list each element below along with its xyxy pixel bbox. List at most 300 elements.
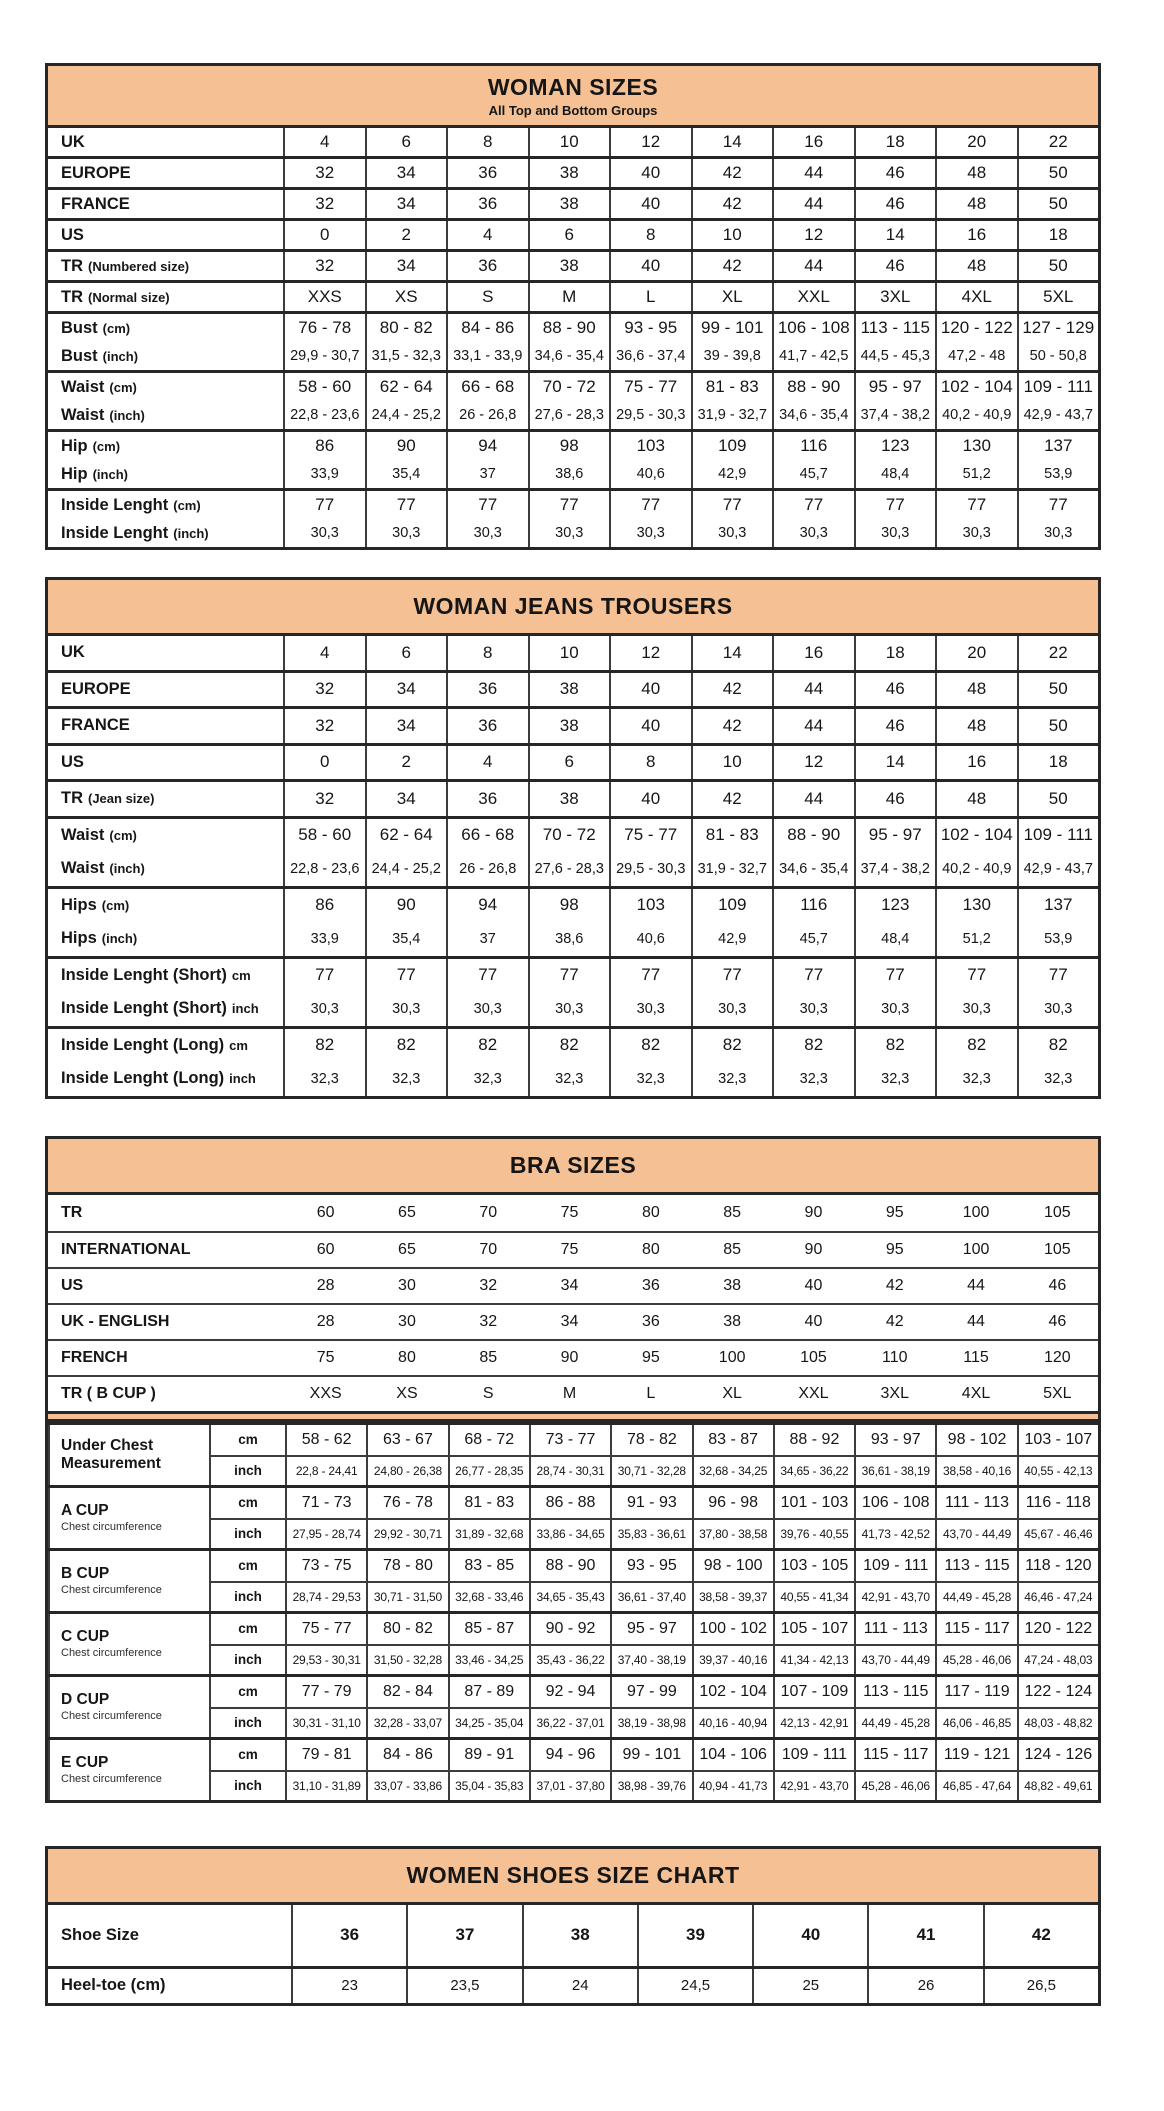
size-cell: 83 - 87 — [692, 1425, 773, 1455]
size-cell: 46,06 - 46,85 — [935, 1707, 1016, 1737]
size-cell: 39 - 39,8 — [691, 342, 773, 370]
size-cell: 34 — [365, 252, 447, 280]
row-label — [48, 401, 283, 429]
size-cell: 38 — [528, 673, 610, 707]
row-label-text: Inside Lenght — [61, 495, 169, 514]
unit-label: inch — [209, 1518, 285, 1548]
size-cell: 46 — [854, 782, 936, 816]
size-cell: 88 - 90 — [529, 1551, 610, 1581]
table-row — [48, 401, 1098, 429]
size-cell: 12 — [609, 636, 691, 670]
size-cell: 124 - 126 — [1017, 1740, 1098, 1770]
row-label-note: (inch) — [101, 931, 138, 947]
size-cell: 6 — [528, 221, 610, 249]
size-cell: 42 — [691, 782, 773, 816]
size-cell: 32 — [283, 709, 365, 743]
size-cell: 127 - 129 — [1017, 314, 1099, 342]
row-label — [48, 1029, 283, 1063]
size-cell: 30,3 — [1017, 992, 1099, 1026]
row-label-text: Bust — [61, 318, 98, 337]
row-group — [48, 1548, 1098, 1611]
size-cell: 115 — [963, 1348, 989, 1366]
row-label — [48, 283, 283, 311]
row-label-text: Waist — [61, 825, 105, 844]
size-cell: 38 — [723, 1312, 742, 1330]
size-cell: 4 — [283, 128, 365, 156]
size-cell: 46 — [854, 709, 936, 743]
size-cell: 77 — [691, 959, 773, 993]
size-cell: 48 — [935, 782, 1017, 816]
row-label-note: (cm) — [101, 897, 130, 913]
size-cell: 38 — [528, 190, 610, 218]
table-row — [48, 819, 1098, 853]
size-cell: 44 — [772, 673, 854, 707]
size-cell: 100 — [962, 1203, 990, 1221]
size-cell: 53,9 — [1017, 460, 1099, 488]
size-cell: 40,55 - 42,13 — [1017, 1455, 1098, 1485]
table-title: WOMEN SHOES SIZE CHART — [406, 1861, 740, 1888]
row-label — [48, 1551, 209, 1611]
size-cell: 82 — [283, 1029, 365, 1063]
size-cell: 41,73 - 42,52 — [854, 1518, 935, 1548]
size-cell: 75 - 77 — [609, 819, 691, 853]
size-cell: 117 - 119 — [935, 1677, 1016, 1707]
size-cell: 50 — [1017, 159, 1099, 187]
row-label-text: EUROPE — [61, 163, 131, 182]
size-cell: 80 — [641, 1240, 660, 1258]
size-cell: 46 — [854, 252, 936, 280]
size-cell: 77 — [365, 491, 447, 519]
size-cell: 44,49 - 45,28 — [854, 1707, 935, 1737]
size-cell: 79 - 81 — [285, 1740, 366, 1770]
row-label: UK - ENGLISH — [61, 1312, 170, 1330]
row-label — [48, 252, 283, 280]
size-cell: 37,01 - 37,80 — [529, 1770, 610, 1800]
size-cell: 42,9 — [691, 922, 773, 956]
size-cell: 20 — [935, 128, 1017, 156]
size-cell: 32,3 — [772, 1062, 854, 1096]
size-cell: 38,58 - 39,37 — [692, 1581, 773, 1611]
size-cell: 130 — [935, 432, 1017, 460]
size-cell: 98 — [528, 432, 610, 460]
size-cell: 102 - 104 — [935, 819, 1017, 853]
table-row — [48, 491, 1098, 519]
size-cell: 30,3 — [283, 992, 365, 1026]
row-group — [48, 956, 1098, 1026]
size-cell: 26,5 — [983, 1969, 1098, 2003]
size-cell: 30,3 — [446, 519, 528, 547]
size-cell: 36 — [446, 159, 528, 187]
size-cell: 62 - 64 — [365, 373, 447, 401]
size-cell: 90 — [560, 1348, 579, 1366]
size-cell: 36 — [446, 782, 528, 816]
table-row — [48, 221, 1098, 249]
size-cell: 40 — [804, 1312, 823, 1330]
row-label-text: US — [61, 752, 84, 771]
row-label-note: (cm) — [109, 827, 137, 843]
size-cell: 76 - 78 — [366, 1488, 447, 1518]
size-cell: 32,3 — [1017, 1062, 1099, 1096]
row-label-text: Inside Lenght (Short) — [61, 965, 227, 984]
size-cell: 34 — [365, 673, 447, 707]
size-cell: 85 - 87 — [448, 1614, 529, 1644]
size-cell: 29,92 - 30,71 — [366, 1518, 447, 1548]
size-cell: 48,82 - 49,61 — [1017, 1770, 1098, 1800]
size-cell: 50 — [1017, 782, 1099, 816]
size-cell: 4XL — [935, 283, 1017, 311]
size-cell: 75 — [560, 1240, 579, 1258]
table-row — [48, 342, 1098, 370]
size-cell: 77 — [528, 959, 610, 993]
size-cell: 41,34 - 42,13 — [773, 1644, 854, 1674]
row-label-text: Inside Lenght — [61, 523, 169, 542]
size-cell: 30,3 — [365, 992, 447, 1026]
size-cell: 97 - 99 — [610, 1677, 691, 1707]
row-label-text: Hips — [61, 895, 97, 914]
size-cell: 77 — [854, 491, 936, 519]
size-cell: 10 — [528, 636, 610, 670]
size-cell: 42 — [691, 709, 773, 743]
table-row — [48, 782, 1098, 816]
size-cell: 37,40 - 38,19 — [610, 1644, 691, 1674]
table-row — [48, 373, 1098, 401]
size-cell: 85 — [723, 1240, 742, 1258]
bra-sizes-table — [45, 1136, 1101, 1803]
size-cell: 34 — [560, 1276, 579, 1294]
size-cell: 22,8 - 23,6 — [283, 401, 365, 429]
size-cell: 88 - 90 — [772, 819, 854, 853]
size-cell: 106 - 108 — [854, 1488, 935, 1518]
size-cell: 101 - 103 — [773, 1488, 854, 1518]
size-cell: 35,43 - 36,22 — [529, 1644, 610, 1674]
size-cell: 39 — [637, 1905, 752, 1966]
size-cell: 26 — [867, 1969, 982, 2003]
size-cell: 77 — [935, 959, 1017, 993]
row-label — [48, 1488, 209, 1548]
bra-sizes-body — [48, 1195, 1098, 1800]
size-cell: 58 - 60 — [283, 819, 365, 853]
size-cell: 98 - 102 — [935, 1425, 1016, 1455]
row-group — [48, 1674, 1098, 1737]
size-cell: 111 - 113 — [854, 1614, 935, 1644]
size-cell: 102 - 104 — [692, 1677, 773, 1707]
row-label: TR — [61, 1203, 83, 1221]
size-cell: 75 — [316, 1348, 335, 1366]
size-cell: 84 - 86 — [446, 314, 528, 342]
size-cell: 90 — [365, 889, 447, 923]
table-row — [48, 889, 1098, 923]
row-label-note: (inch) — [109, 407, 145, 423]
row-label-text: UK — [61, 643, 85, 662]
row-group — [48, 1611, 1098, 1674]
size-cell: 30 — [398, 1276, 416, 1294]
size-cell: 32,3 — [935, 1062, 1017, 1096]
size-cell: 40,2 - 40,9 — [935, 852, 1017, 886]
size-cell: 60 — [316, 1240, 335, 1258]
size-cell: 94 — [446, 889, 528, 923]
table-subtitle: All Top and Bottom Groups — [488, 102, 658, 118]
size-cell: 34 — [365, 709, 447, 743]
size-cell: 32,68 - 34,25 — [692, 1455, 773, 1485]
size-cell: 32,3 — [365, 1062, 447, 1096]
cup-caption: Chest circumference — [61, 1520, 162, 1533]
size-cell: M — [528, 283, 610, 311]
size-cell: 81 - 83 — [448, 1488, 529, 1518]
size-cell: 87 - 89 — [448, 1677, 529, 1707]
size-cell: 14 — [691, 128, 773, 156]
table-row — [48, 159, 1098, 187]
row-label — [48, 1740, 209, 1800]
size-cell: 30,3 — [935, 992, 1017, 1026]
size-cell: 48,4 — [854, 922, 936, 956]
size-cell: 45,28 - 46,06 — [854, 1770, 935, 1800]
size-cell: 30,3 — [609, 992, 691, 1026]
size-cell: XXS — [309, 1384, 342, 1402]
size-cell: 119 - 121 — [935, 1740, 1016, 1770]
table-title: BRA SIZES — [509, 1151, 637, 1178]
row-label-note: (cm) — [92, 438, 121, 454]
size-cell: 31,50 - 32,28 — [366, 1644, 447, 1674]
size-cell: 48,03 - 48,82 — [1017, 1707, 1098, 1737]
size-cell: 78 - 82 — [610, 1425, 691, 1455]
size-cell: 38 — [723, 1276, 742, 1294]
size-cell: XXL — [798, 1384, 829, 1402]
shoes-table — [45, 1846, 1101, 2006]
row-label-text: Waist — [61, 377, 105, 396]
size-cell: 16 — [935, 746, 1017, 780]
size-cell: 46 — [1048, 1276, 1067, 1294]
size-cell: 32 — [283, 190, 365, 218]
size-cell: 111 - 113 — [935, 1488, 1016, 1518]
size-cell: 32 — [479, 1276, 498, 1294]
size-cell: 41,7 - 42,5 — [772, 342, 854, 370]
size-cell: 88 - 90 — [528, 314, 610, 342]
size-cell: 40 — [609, 709, 691, 743]
size-cell: 14 — [854, 746, 936, 780]
size-cell: 68 - 72 — [448, 1425, 529, 1455]
row-label-text: Hip — [61, 464, 88, 483]
size-cell: 75 - 77 — [285, 1614, 366, 1644]
size-cell: 42,9 - 43,7 — [1017, 401, 1099, 429]
size-cell: 123 — [854, 889, 936, 923]
size-cell: 2 — [365, 221, 447, 249]
size-cell: 70 — [479, 1240, 498, 1258]
size-cell: 95 — [641, 1348, 660, 1366]
size-cell: 105 — [1043, 1203, 1071, 1221]
row-label — [48, 432, 283, 460]
size-cell: 35,4 — [365, 460, 447, 488]
size-cell: 45,7 — [772, 460, 854, 488]
size-cell: 36 — [446, 190, 528, 218]
size-chart-page — [45, 63, 1101, 2006]
row-group — [48, 1737, 1098, 1800]
woman-jeans-body — [48, 636, 1098, 1096]
size-cell: 5XL — [1043, 1384, 1072, 1402]
size-cell: 83 - 85 — [448, 1551, 529, 1581]
size-cell: 48 — [935, 159, 1017, 187]
row-label — [48, 314, 283, 342]
size-cell: 48 — [935, 252, 1017, 280]
size-cell: 82 — [854, 1029, 936, 1063]
size-cell: 3XL — [880, 1384, 909, 1402]
size-cell: 30,31 - 31,10 — [285, 1707, 366, 1737]
row-group — [48, 706, 1098, 743]
size-cell: 90 — [365, 432, 447, 460]
size-cell: 77 — [609, 491, 691, 519]
size-cell: 71 - 73 — [285, 1488, 366, 1518]
size-cell: 46,85 - 47,64 — [935, 1770, 1016, 1800]
size-cell: 23,5 — [406, 1969, 521, 2003]
size-cell: 118 - 120 — [1017, 1551, 1098, 1581]
size-cell: 30,3 — [528, 992, 610, 1026]
size-cell: 109 — [691, 432, 773, 460]
unit-label: inch — [209, 1581, 285, 1611]
size-cell: 32 — [283, 159, 365, 187]
size-cell: 42,13 - 42,91 — [773, 1707, 854, 1737]
size-cell: 27,95 - 28,74 — [285, 1518, 366, 1548]
unit-label: cm — [209, 1425, 285, 1455]
size-cell: 120 — [1043, 1348, 1071, 1366]
cup-caption: Chest circumference — [61, 1583, 162, 1596]
size-cell: 5XL — [1017, 283, 1099, 311]
row-label-text: TR — [61, 789, 83, 808]
size-cell: 82 — [528, 1029, 610, 1063]
size-cell: 28,74 - 29,53 — [285, 1581, 366, 1611]
row-group — [48, 779, 1098, 816]
size-cell: 38,58 - 40,16 — [935, 1455, 1016, 1485]
row-label — [48, 819, 283, 853]
size-cell: 34 — [365, 190, 447, 218]
size-cell: 50 — [1017, 252, 1099, 280]
size-cell: 39,37 - 40,16 — [692, 1644, 773, 1674]
bra-sizes-header — [48, 1139, 1098, 1195]
cup-name: D CUP — [61, 1691, 110, 1709]
size-cell: 30,3 — [528, 519, 610, 547]
unit-label: cm — [209, 1740, 285, 1770]
size-cell: 100 — [962, 1240, 990, 1258]
size-cell: 45,67 - 46,46 — [1017, 1518, 1098, 1548]
size-cell: 38,19 - 38,98 — [610, 1707, 691, 1737]
size-cell: 113 - 115 — [854, 314, 936, 342]
size-cell: 65 — [398, 1203, 416, 1221]
size-cell: 58 - 60 — [283, 373, 365, 401]
cup-caption: Chest circumference — [61, 1772, 162, 1785]
size-cell: 30,3 — [1017, 519, 1099, 547]
cup-name: E CUP — [61, 1754, 109, 1772]
row-group — [48, 128, 1098, 156]
size-cell: 109 — [691, 889, 773, 923]
table-row — [48, 1375, 1098, 1411]
size-cell: 3XL — [854, 283, 936, 311]
size-cell: L — [646, 1384, 656, 1402]
row-label-text: Bust — [61, 346, 98, 365]
row-group — [48, 156, 1098, 187]
size-cell: 24,80 - 26,38 — [366, 1455, 447, 1485]
size-cell: 77 — [283, 491, 365, 519]
size-cell: 28,74 - 30,31 — [529, 1455, 610, 1485]
row-label-text: Waist — [61, 859, 105, 878]
row-label: Heel-toe (cm) — [61, 1976, 166, 1994]
size-cell: 42,91 - 43,70 — [854, 1581, 935, 1611]
row-label-text: EUROPE — [61, 679, 131, 698]
row-label-text: FRANCE — [61, 194, 130, 213]
size-cell: 51,2 — [935, 922, 1017, 956]
size-cell: 104 - 106 — [692, 1740, 773, 1770]
row-label: FRENCH — [61, 1348, 128, 1366]
table-row — [48, 314, 1098, 342]
size-cell: 30,3 — [446, 992, 528, 1026]
row-label — [48, 159, 283, 187]
size-cell: 16 — [772, 128, 854, 156]
size-cell: 44 — [772, 709, 854, 743]
size-cell: 130 — [935, 889, 1017, 923]
size-cell: 102 - 104 — [935, 373, 1017, 401]
size-cell: 80 — [641, 1203, 660, 1221]
size-cell: 42 — [691, 252, 773, 280]
size-cell: 36,22 - 37,01 — [529, 1707, 610, 1737]
size-cell: 32 — [479, 1312, 498, 1330]
size-cell: 110 — [881, 1348, 908, 1366]
row-group — [48, 280, 1098, 311]
size-cell: 6 — [365, 636, 447, 670]
size-cell: 86 — [283, 432, 365, 460]
size-cell: 42 — [691, 190, 773, 218]
row-label — [48, 673, 283, 707]
woman-sizes-table — [45, 63, 1101, 550]
cup-name: B CUP — [61, 1565, 110, 1583]
size-cell: 8 — [446, 128, 528, 156]
size-cell: 42 — [885, 1312, 904, 1330]
size-cell: 28 — [316, 1312, 335, 1330]
size-cell: 10 — [691, 221, 773, 249]
row-group — [48, 816, 1098, 886]
unit-label: inch — [209, 1770, 285, 1800]
size-cell: 42,91 - 43,70 — [773, 1770, 854, 1800]
size-cell: 66 - 68 — [446, 819, 528, 853]
size-cell: 113 - 115 — [935, 1551, 1016, 1581]
size-cell: 94 — [446, 432, 528, 460]
table-row — [48, 519, 1098, 547]
size-cell: 95 - 97 — [610, 1614, 691, 1644]
size-cell: 66 - 68 — [446, 373, 528, 401]
row-label — [48, 959, 283, 993]
size-cell: 40,2 - 40,9 — [935, 401, 1017, 429]
size-cell: 37,80 - 38,58 — [692, 1518, 773, 1548]
size-cell: 77 — [609, 959, 691, 993]
size-cell: 42 — [983, 1905, 1098, 1966]
size-cell: 35,04 - 35,83 — [448, 1770, 529, 1800]
size-cell: 77 — [446, 491, 528, 519]
size-cell: 88 - 90 — [772, 373, 854, 401]
size-cell: 41 — [867, 1905, 982, 1966]
size-cell: 38 — [528, 709, 610, 743]
cup-name: A CUP — [61, 1502, 109, 1520]
table-row — [48, 1029, 1098, 1063]
row-label — [48, 491, 283, 519]
size-cell: 94 - 96 — [529, 1740, 610, 1770]
table-row — [48, 746, 1098, 780]
size-cell: 18 — [854, 128, 936, 156]
size-cell: 32 — [283, 782, 365, 816]
size-cell: 37,4 - 38,2 — [854, 401, 936, 429]
divider-strip — [48, 1411, 1098, 1422]
size-cell: 77 - 79 — [285, 1677, 366, 1707]
size-cell: 88 - 92 — [773, 1425, 854, 1455]
size-cell: 32,28 - 33,07 — [366, 1707, 447, 1737]
size-cell: 22 — [1017, 128, 1099, 156]
size-cell: 48,4 — [854, 460, 936, 488]
size-cell: 85 — [723, 1203, 742, 1221]
